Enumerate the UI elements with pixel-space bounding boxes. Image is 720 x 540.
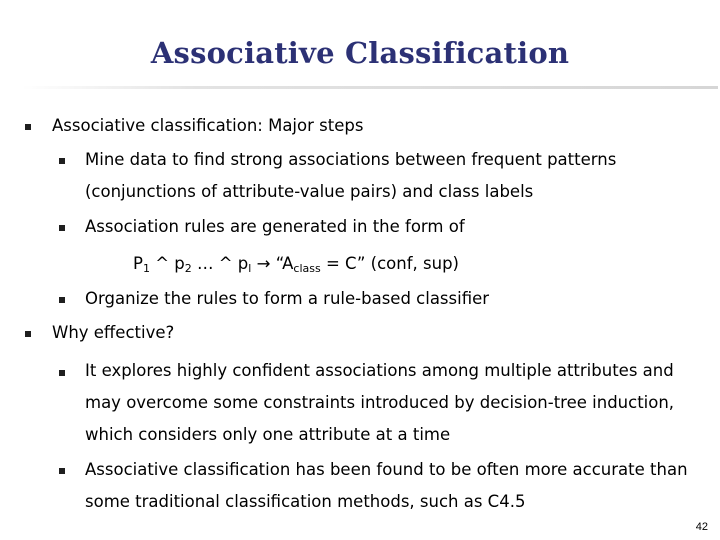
bullet-square-icon bbox=[59, 297, 65, 303]
bullet-square-icon bbox=[59, 468, 65, 474]
sub-bullet-text-mine-data-1: Mine data to find strong associations between frequent patterns bbox=[85, 150, 617, 169]
page-number: 42 bbox=[695, 521, 708, 533]
sub-bullet-text-organize-rules: Organize the rules to form a rule-based classifier bbox=[85, 289, 490, 308]
sub-bullet-text-association-rules: Association rules are generated in the form of bbox=[85, 217, 465, 236]
formula-aclass-close: = C” (conf, sup) bbox=[320, 254, 459, 273]
sub-bullet-text-explores-2: may overcome some constraints introduced by decision-tree induction, bbox=[85, 393, 675, 412]
formula-pl-sub: l bbox=[248, 262, 252, 275]
title-divider bbox=[22, 86, 718, 89]
formula-aclass-open: “A bbox=[275, 254, 294, 273]
sub-bullet-text-explores-3: which considers only one attribute at a time bbox=[85, 425, 451, 444]
sub-bullet-text-explores-1: It explores highly confident associations among multiple attributes and bbox=[85, 361, 674, 380]
formula-p1-sub: 1 bbox=[142, 262, 150, 275]
formula-p1: P bbox=[133, 254, 143, 273]
bullet-square-icon bbox=[25, 331, 31, 337]
sub-bullet-text-accurate-2: some traditional classification methods, such as C4.5 bbox=[85, 492, 526, 511]
sub-bullet-text-accurate-1: Associative classification has been found to be often more accurate than bbox=[85, 460, 688, 479]
bullet-text-major-steps: Associative classification: Major steps bbox=[52, 116, 364, 135]
formula-dots: … ^ p bbox=[191, 254, 249, 273]
bullet-square-icon bbox=[25, 124, 31, 130]
bullet-square-icon bbox=[59, 158, 65, 164]
rule-formula bbox=[133, 253, 459, 280]
sub-bullet-text-mine-data-2: (conjunctions of attribute-value pairs) and class labels bbox=[85, 182, 534, 201]
bullet-text-why-effective: Why effective? bbox=[52, 323, 175, 342]
formula-arrow-icon: → bbox=[251, 254, 276, 273]
slide-title: Associative Classification bbox=[150, 36, 570, 70]
bullet-square-icon bbox=[59, 225, 65, 231]
formula-caret1: ^ p bbox=[149, 254, 185, 273]
bullet-square-icon bbox=[59, 370, 65, 376]
formula-aclass-sub: class bbox=[293, 262, 321, 275]
formula-p2-sub: 2 bbox=[184, 262, 192, 275]
